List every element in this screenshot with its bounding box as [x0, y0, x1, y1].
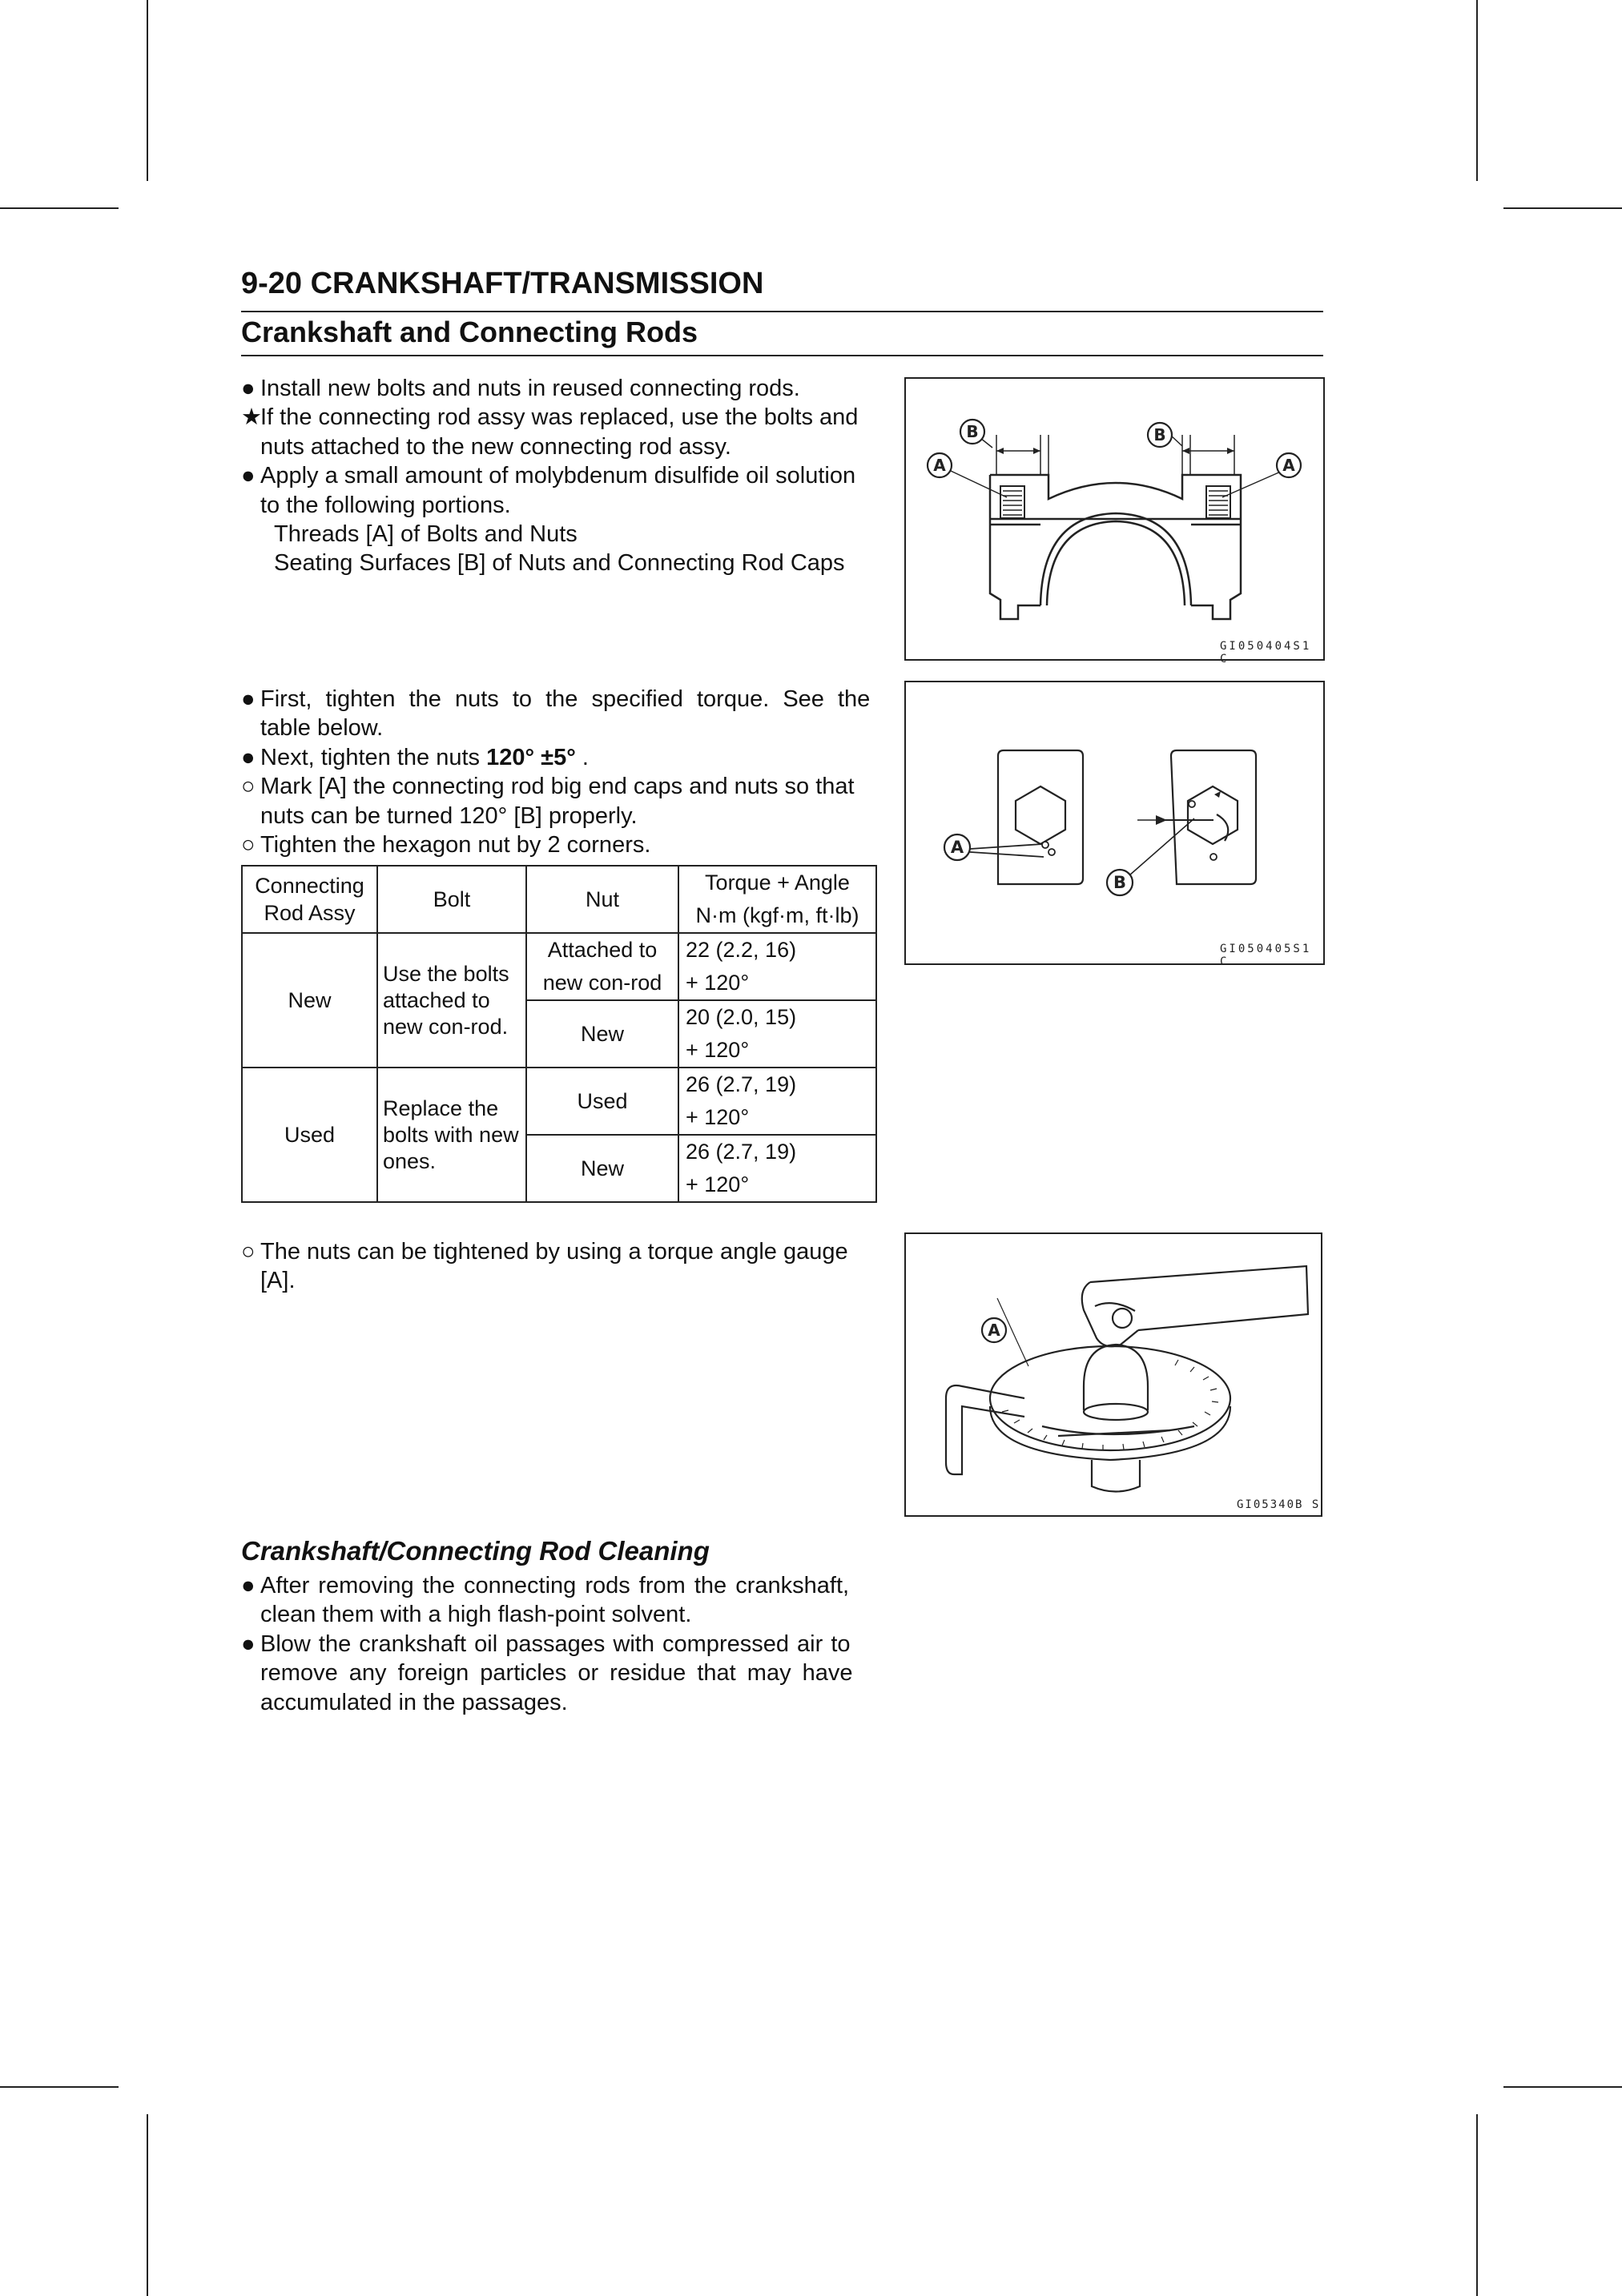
header-rod-assy: Connecting Rod Assy — [242, 866, 377, 933]
instruction-text: nuts attached to the new connecting rod assy. — [260, 433, 731, 460]
label-a: A — [988, 1321, 1000, 1340]
instruction-text: [A]. — [260, 1268, 296, 1294]
nut-cell: Attached to — [526, 933, 678, 967]
crop-mark — [0, 207, 119, 209]
rod-assy-cell: New — [242, 933, 377, 1068]
label-b: B — [1113, 873, 1127, 892]
circle-marker: ○ — [241, 1239, 256, 1265]
crop-mark — [147, 2114, 148, 2296]
torque-angle-gauge-drawing — [906, 1234, 1324, 1518]
instruction-text: Mark [A] the connecting rod big end caps and nuts so that — [260, 774, 855, 800]
cleaning-instructions — [241, 1571, 874, 1717]
section-title: Crankshaft and Connecting Rods — [241, 316, 698, 348]
label-b: B — [1153, 425, 1166, 444]
instruction-text: Apply a small amount of molybdenum disulfide oil solution — [260, 463, 856, 489]
cleaning-section-title: Crankshaft/Connecting Rod Cleaning — [241, 1536, 710, 1566]
crop-mark — [147, 0, 148, 181]
bolt-cell: Use the bolts attached to new con-rod. — [377, 933, 526, 1068]
angle-cell: + 120° — [678, 1101, 876, 1135]
nut-cell: Used — [526, 1068, 678, 1135]
label-a: A — [1282, 456, 1295, 475]
bolt-cell: Replace the bolts with new ones. — [377, 1068, 526, 1202]
bullet-marker: ● — [241, 463, 256, 489]
header-torque-units: N·m (kgf·m, ft·lb) — [678, 899, 876, 933]
tightening-instructions — [241, 685, 874, 859]
big-end-cap-drawing — [906, 379, 1326, 662]
torque-cell: 20 (2.0, 15) — [678, 1000, 876, 1034]
instruction-text: nuts can be turned 120° [B] properly. — [260, 802, 638, 829]
figure-code: GI050405S1 C — [1220, 943, 1312, 968]
header-nut: Nut — [526, 866, 678, 933]
angle-cell: + 120° — [678, 967, 876, 1000]
label-a: A — [950, 838, 964, 857]
instruction-text: Tighten the hexagon nut by 2 corners. — [260, 832, 651, 858]
header-rule — [241, 355, 1323, 356]
crop-mark — [1503, 2086, 1622, 2088]
instruction-text: Blow the crankshaft oil passages with compressed air to — [260, 1631, 851, 1657]
crop-mark — [1476, 0, 1478, 181]
instruction-text: to the following portions. — [260, 492, 511, 518]
star-marker: ★ — [241, 404, 262, 431]
torque-cell: 26 (2.7, 19) — [678, 1068, 876, 1101]
crop-mark — [1503, 207, 1622, 209]
angle-cell: + 120° — [678, 1034, 876, 1068]
instruction-text: Install new bolts and nuts in reused connecting rods. — [260, 376, 800, 401]
nut-marking-drawing — [906, 682, 1326, 967]
angle-cell: + 120° — [678, 1168, 876, 1202]
rod-assy-cell: Used — [242, 1068, 377, 1202]
install-bolts-instructions — [241, 374, 874, 578]
bullet-marker: ● — [241, 744, 256, 770]
instruction-text: Next, tighten the nuts — [260, 744, 487, 770]
page-title: 9-20 CRANKSHAFT/TRANSMISSION — [241, 267, 764, 300]
circle-marker: ○ — [241, 832, 256, 858]
table-header-row — [242, 866, 876, 899]
instruction-text: The nuts can be tightened by using a torque angle gauge — [260, 1239, 848, 1265]
figure-code: GI05340B S — [1237, 1498, 1321, 1511]
instruction-text: If the connecting rod assy was replaced, use the bolts and — [260, 404, 859, 431]
table-row — [242, 933, 876, 967]
tightening-angle: 120° ±5° — [486, 744, 576, 770]
crop-mark — [1476, 2114, 1478, 2296]
figure-torque-angle-gauge — [904, 1232, 1322, 1517]
torque-table — [241, 865, 877, 1203]
header-bolt: Bolt — [377, 866, 526, 933]
header-rule — [241, 311, 1323, 312]
instruction-text: First, tighten the nuts to the specified torque. See the — [260, 686, 871, 712]
torque-gauge-note — [241, 1237, 874, 1296]
label-b: B — [966, 422, 979, 441]
bullet-marker: ● — [241, 376, 256, 401]
portion-item: Threads [A] of Bolts and Nuts — [274, 521, 578, 548]
circle-marker: ○ — [241, 774, 256, 800]
header-torque-angle: Torque + Angle — [678, 866, 876, 899]
instruction-text: clean them with a high flash-point solvent. — [260, 1602, 692, 1628]
nut-cell: New — [526, 1000, 678, 1068]
table-row — [242, 1068, 876, 1101]
bullet-marker: ● — [241, 1631, 256, 1657]
figure-big-end-cap — [904, 377, 1325, 665]
nut-cell: new con-rod — [526, 967, 678, 1000]
bullet-marker: ● — [241, 686, 256, 712]
instruction-text: accumulated in the passages. — [260, 1689, 568, 1715]
portion-item: Seating Surfaces [B] of Nuts and Connecting Rod Caps — [274, 550, 845, 577]
torque-cell: 26 (2.7, 19) — [678, 1135, 876, 1168]
figure-nut-marking — [904, 681, 1325, 968]
crop-mark — [0, 2086, 119, 2088]
figure-code: GI050404S1 C — [1220, 640, 1312, 665]
bullet-marker: ● — [241, 1573, 256, 1598]
instruction-text: After removing the connecting rods from the crankshaft, — [260, 1573, 850, 1598]
torque-cell: 22 (2.2, 16) — [678, 933, 876, 967]
label-a: A — [933, 456, 946, 475]
instruction-text: table below. — [260, 715, 384, 742]
instruction-text: . — [575, 744, 589, 770]
nut-cell: New — [526, 1135, 678, 1202]
instruction-text: remove any foreign particles or residue that may have — [260, 1660, 853, 1687]
